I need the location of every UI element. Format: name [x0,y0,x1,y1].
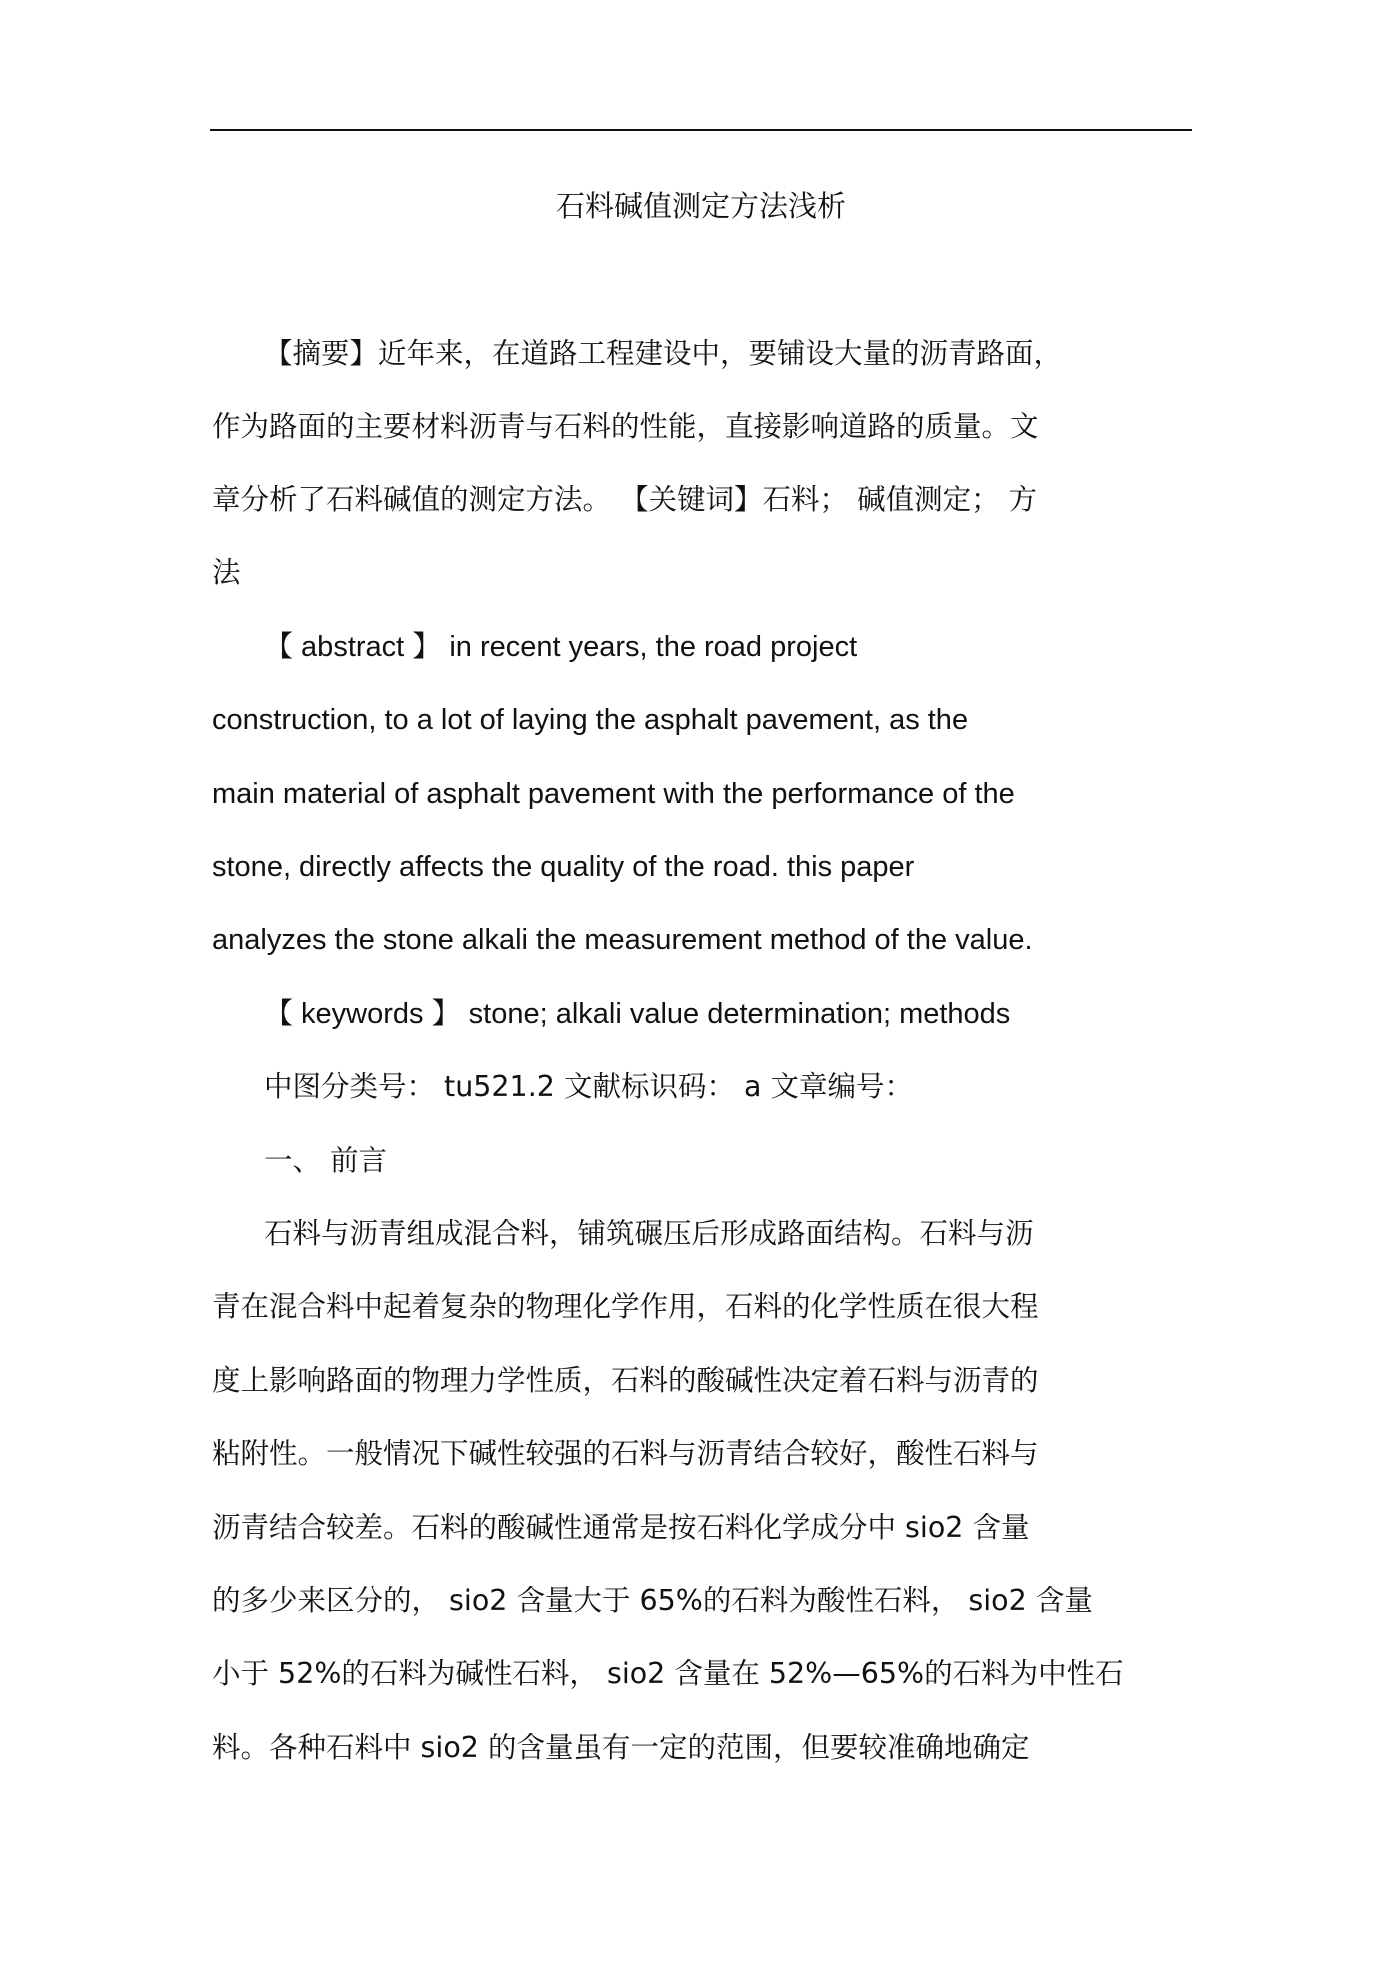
document-title: 石料碱值测定方法浅析 [555,189,846,223]
english-abstract-line-5: analyzes the stone alkali the measurement method of the value. [212,924,1033,956]
header-rule [210,129,1192,131]
body-line-1: 石料与沥青组成混合料，铺筑碾压后形成路面结构。石料与沥 [264,1217,1034,1250]
body-line-5: 沥青结合较差。石料的酸碱性通常是按石料化学成分中 sio2 含量 [212,1511,1030,1544]
body-line-2: 青在混合料中起着复杂的物理化学作用，石料的化学性质在很大程 [212,1290,1039,1323]
english-abstract-line-2: construction, to a lot of laying the asphalt pavement, as the [212,704,969,736]
body-line-7: 小于 52%的石料为碱性石料， sio2 含量在 52%—65%的石料为中性石 [212,1657,1124,1690]
body-line-8: 料。各种石料中 sio2 的含量虽有一定的范围，但要较准确地确定 [212,1731,1030,1764]
section-heading-preface: 一、 前言 [264,1144,388,1177]
abstract-line-2: 作为路面的主要材料沥青与石料的性能，直接影响道路的质量。文 [212,410,1039,443]
abstract-line-1: 【摘要】近年来，在道路工程建设中，要铺设大量的沥青路面， [264,337,1063,370]
english-keywords-line: 【 keywords 】 stone; alkali value determination; methods [264,998,1011,1030]
english-abstract-line-4: stone, directly affects the quality of the road. this paper [212,851,915,883]
classification-line: 中图分类号： tu521.2 文献标识码： a 文章编号： [264,1070,914,1103]
body-line-6: 的多少来区分的， sio2 含量大于 65%的石料为酸性石料， sio2 含量 [212,1584,1093,1617]
keywords-continuation-line: 法 [212,556,241,589]
abstract-keywords-line: 章分析了石料碱值的测定方法。 【关键词】石料； 碱值测定； 方 [212,483,1038,516]
body-line-3: 度上影响路面的物理力学性质，石料的酸碱性决定着石料与沥青的 [212,1364,1039,1397]
english-abstract-line-1: 【 abstract 】 in recent years, the road project [264,631,858,663]
english-abstract-line-3: main material of asphalt pavement with the performance of the [212,778,1015,810]
body-line-4: 粘附性。一般情况下碱性较强的石料与沥青结合较好，酸性石料与 [212,1437,1039,1470]
